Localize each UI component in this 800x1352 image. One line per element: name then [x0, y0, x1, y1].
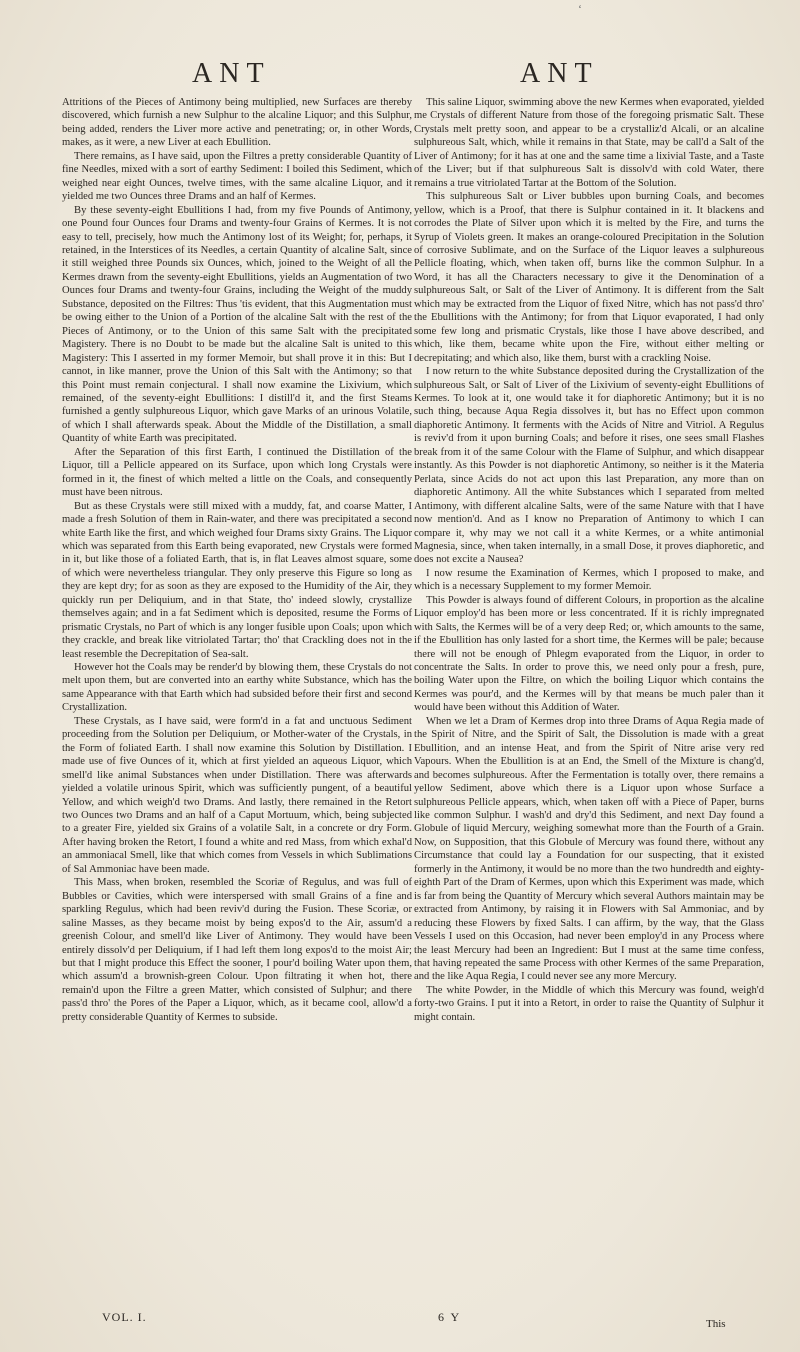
paragraph: This Mass, when broken, resembled the Scoriæ of Regulus, and was full of Bubbles or Cavities, which were interspersed with small Grains of a fine and sparkling Regulus, which had been reviv'd during the Fusion. These Scoriæ, or saline Masses, as they became moist by being expos'd to the Air, assum'd a greenish Colour, and smell'd like Liver of Antimony. They would have been entirely dissolv'd per Deliquium, if I had left them long expos'd to the moist Air; but that I might produce this Effect the sooner, I pour'd boiling Water upon them, which assum'd a brownish-green Colour. Upon filtrating it when hot, there remain'd upon the Filtre a green Matter, which consisted of Sulphur; and there pass'd thro' the Pores of the Paper a Liquor, which, as it became cool, allow'd a pretty considerable Quantity of Kermes to subside. [62, 877, 412, 1023]
page-footer [0, 1310, 800, 1330]
signature-mark: 6 Y [438, 1310, 462, 1324]
header-left: ANT [192, 58, 271, 89]
left-column [62, 96, 412, 1024]
paragraph: Attritions of the Pieces of Antimony being multiplied, new Surfaces are thereby discovered, which furnish a new Sulphur to the alcaline Liquor; and this Sulphur, being added, renders the Liver more active and penetrating; or, in other Words, makes, as it were, a new Liver at each Ebullition. [62, 97, 412, 149]
paragraph: After the Separation of this first Earth, I continued the Distillation of the Liquor, till a Pellicle appeared on its Surface, upon which long Crystals were formed in it, the finest of which melted a little on the Coals, and consequently must have been nitrous. [62, 446, 412, 499]
paragraph: However hot the Coals may be render'd by blowing them, these Crystals do not melt upon them, but are converted into an earthy white Substance, which has the same Appearance with that Earth which had subsided before their first and second Crystallization. [62, 662, 412, 714]
paragraph: By these seventy-eight Ebullitions I had, from my five Pounds of Antimony, one Pound four Ounces four Drams and twenty-four Grains of Kermes. It is not easy to tell, precisely, how much the Antimony lost of its Weight; for, perhaps, it retained, in the Interstices of its Needles, a certain Quantity of alcaline Salt, since it still weighed three Pounds six Ounces, which, joined to the Weight of all the Kermes drawn from the seventy-eight Ebullitions, yields an Augmentation of two Ounces four Drams and twenty-four Grains, including the Weight of the muddy Substance, deposited on the Filtres: Thus 'tis evident, that this Augmentation must be owing either to the Union of a Portion of the alcaline Salt with the rest of the Pieces of Antimony, or to the Union of this same Salt with the precipitated Magistery. There is no Doubt to be made but the alcaline Salt is united to this Magistery: This I asserted in my former Memoir, but shall prove it in this: But I cannot, in like manner, prove the Union of this Salt with the Antimony; so that this Point must remain conjectural. I shall now examine the Lixivium, which remained, of the seventy-eight Ebullitions: I distill'd it, and the first Steams furnished a gently sulphureous Liquor, which gave Marks of an urinous Volatile, of which I shall afterwards speak. About the Middle of the Distillation, a small Quantity of white Earth was precipitated. [62, 204, 412, 445]
corner-mark: ‘ [578, 2, 582, 16]
right-column [414, 96, 764, 1024]
paragraph: This sulphureous Salt or Liver bubbles upon burning Coals, and becomes yellow, which is a Proof, that there is Sulphur contained in it. It blackens and corrodes the Plate of Silver upon which it is melted by the Fire, and turns the Syrup of Violets green. It makes an orange-coloured Precipitation in the Solution of corrosive Sublimate, and on the Surface of the Liquor leaves a sulphureous Pellicle floating, which, when taken off, burns like the common Sulphur. In a Word, it has all the Characters necessary to give it the Denomination of a sulphureous Salt, or Salt of the Liver of Antimony. It is different from the Salt which may be extracted from the Liquor of fixed Nitre, which has not pass'd thro' the Ebullitions with the Antimony; for from that Liquor evaporated, I had only some few long and prismatic Crystals, like those I have above described, and which, like them, became white upon the Fire, without either melting or decrepitating; and which also, like them, burst with a crackling Noise. [414, 191, 764, 364]
paragraph: But as these Crystals were still mixed with a muddy, fat, and coarse Matter, I made a fresh Solution of them in Rain-water, and there was precipitated a second white Earth like the first, and which weighed four Drams sixty Grains. The Liquor which was separated from this Earth being evaporated, new Crystals were formed in it, but like those of a foliated Earth, that is, in flat Leaves almost square, some of which were nevertheless triangular. They only preserve this Figure so long as they are kept dry; for as soon as they are exposed to the Humidity of the Air, they quickly run per Deliquium, and in that State, tho' indeed slowly, crystallize themselves again; and in a fat Sediment which is deposited, resume the Forms of prismatic Crystals, no Part of which is any longer fusible upon Coals; upon which they crackle, and break like vitriolated Tartar; tho' that Crackling does not in the least resemble the Decrepitation of Sea-salt. [62, 500, 412, 660]
paragraph: These Crystals, as I have said, were form'd in a fat and unctuous Sediment proceeding from the Solution per Deliquium, or Mother-water of the Crystals, in the Form of foliated Earth. I shall now examine this Solution by Distillation. I made use of five Ounces of it, which at first yielded an aqueous Liquor, which smell'd like animal Substances when under Distillation. There was afterwards yielded a volatile urinous Spirit, which was sufficiently pungent, of a beautiful Yellow, and which weigh'd two Drams. And lastly, there remained in the Retort two Ounces two Drams and an half of a Caput Mortuum, which, being subjected to a greater Fire, yielded six Grains of a volatile Salt, in a concrete or dry Form. After having broken the Retort, I found a white and red Mass, from which exhal'd an ammoniacal Smell, like that which comes from Vessels in which Sublimations of Sal Ammoniac have been made. [62, 715, 412, 875]
catchword: This [706, 1318, 726, 1330]
paragraph: When we let a Dram of Kermes drop into three Drams of Aqua Regia made of the Spirit of Nitre, and the Spirit of Salt, the Dissolution is made with a great Ebullition, and an intense Heat, and from the Spirit of Nitre arise very red Vapours. When the Ebullition is at an End, the Smell of the Mixture is chang'd, and becomes sulphureous. After the Fermentation is totally over, there remains a yellow Sediment, above which there is a Liquor upon whose Surface a sulphureous Pellicle appears, which, when taken off with a Piece of Paper, burns like common Sulphur. I wash'd and dry'd this Sediment, and next Day found a Globule of liquid Mercury, weighing somewhat more than the Fourth of a Grain. Now, on Supposition, that this Globule of Mercury was found there, without any Circumstance that could lay a Foundation for our suspecting, that it existed formerly in the Antimony, it would be no more than the two hundredth and eighty-eighth Part of the Dram of Kermes, upon which this Experiment was made, which is far from being the Quantity of Mercury which several Authors maintain may be extracted from Antimony, by raising it in Flowers with Sal Ammoniac, and by reducing these Flowers by fixed Salts. I can affirm, by the way, that the Glass Vessels I used on this Occasion, had never been employ'd in any Process where the least Mercury had been an Ingredient: But I must at the same time confess, that having repeated the same Process with other Kermes of the same Preparation, and the like Aqua Regia, I could never see any more Mercury. [414, 715, 764, 983]
paragraph: The white Powder, in the Middle of which this Mercury was found, weigh'd forty-two Grains. I put it into a Retort, in order to raise the Quantity of Sulphur it might contain. [414, 984, 764, 1023]
header-right: ANT [520, 58, 599, 89]
paragraph: I now resume the Examination of Kermes, which I proposed to make, and which is a necessary Supplement to my former Memoir. [414, 567, 764, 593]
paragraph: I now return to the white Substance deposited during the Crystallization of the sulphureous Salt, or Salt of Liver of the Lixivium of seventy-eight Ebullitions of Kermes. To look at it, one would take it for diaphoretic Antimony; but it is no such thing, because Aqua Regia dissolves it, but has no Effect upon common diaphoretic Antimony. It ferments with the Acids of Nitre and Vitriol. A Regulus is reviv'd from it upon burning Coals; and before it rises, one sees small Flashes break from it of the same Colour with the Flame of Sulphur, and which disappear instantly. As this Powder is not diaphoretic Antimony, so neither is it the Materia Perlata, since Acids do not act upon this last Preparation, any more than on diaphoretic Antimony. All the white Substances which I separated from melted Antimony, with different alcaline Salts, were of the same Nature with that I have now mention'd. And as I know no Preparation of Antimony to which I can compare it, why may we not call it a white Kermes, or a white antimonial Magnesia, since, when taken internally, in a small Dose, it proves diaphoretic, and does not excite a Nausea? [414, 366, 764, 566]
paragraph: This Powder is always found of different Colours, in proportion as the alcaline Liquor employ'd has been more or less concentrated. If it is richly impregnated with Salts, the Kermes will be of a very deep Red; or, which amounts to the same, if the Ebullition has only lasted for a short time, the Kermes will be pale; because there will not be enough of Phlegm evaporated from the Liquor, in order to concentrate the Salts. In order to prove this, we need only pour a fresh, pure, boiling Water upon the Filtre, on which the boiling Liquor which contains the Kermes was pour'd, and the Kermes will by that means be much paler than it would have been without this Addition of Water. [414, 594, 764, 714]
paragraph: This saline Liquor, swimming above the new Kermes when evaporated, yielded me Crystals of different Nature from those of the foregoing prismatic Salt. These Crystals melt pretty soon, and appear to be a crystalliz'd Alcali, or an alcaline sulphureous Salt, which, while it remains in that State, may be call'd a Salt of the Liver of Antimony; for it has at one and the same time a lixivial Taste, and a Taste of the Liver; but if that sulphureous Salt is dissolv'd with cold Water, there remains a true vitriolated Tartar at the Bottom of the Solution. [414, 97, 764, 189]
volume-label: VOL. I. [102, 1310, 147, 1324]
paragraph: There remains, as I have said, upon the Filtres a pretty considerable Quantity of fine Needles, mixed with a sort of earthy Sediment: I boiled this Sediment, which weighed near eight Ounces, twelve times, with the same alcaline Liquor, and it yielded me two Ounces three Drams and an half of Kermes. [62, 150, 412, 203]
running-header [0, 58, 800, 98]
